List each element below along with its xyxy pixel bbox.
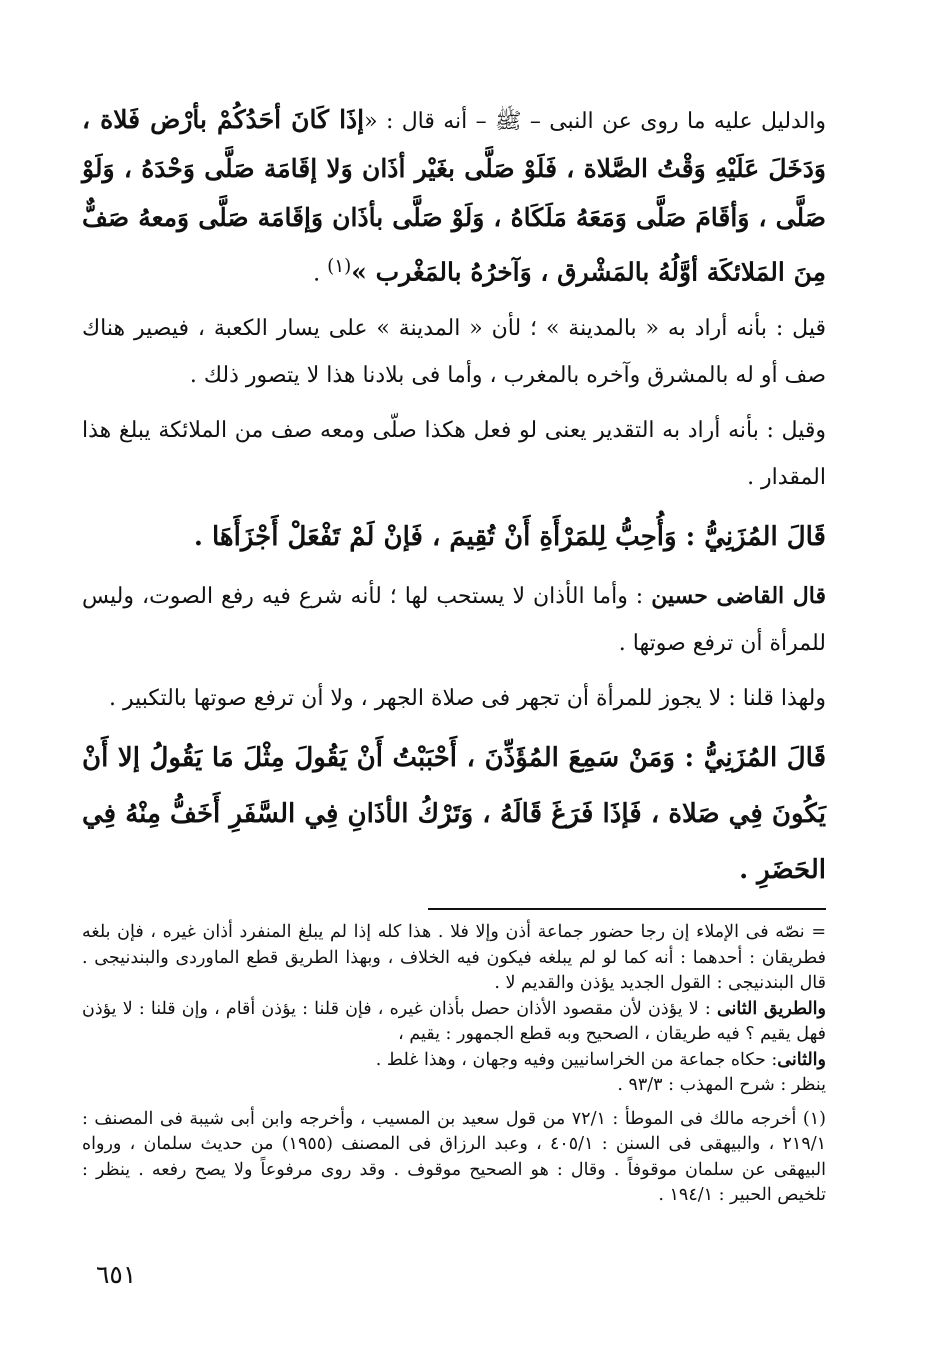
footnote-line: = نصّه فى الإملاء إن رجا حضور جماعة أذن وإلا فلا . هذا كله إذا لم يبلغ المنفرد أذان غيره ، فإن بلغه فطريقان : أحدهما : أنه كما لو لم يبلغه فيكون فيه الخلاف ، وبهذا الطريق قطع الماوردى والبندنيجى . قال البندنيجى : القول الجديد يؤذن والقديم لا .: [82, 922, 826, 994]
footnote-separator: [428, 908, 826, 910]
muzani-quote-2: قَالَ المُزَنِيُّ : وَمَنْ سَمِعَ المُؤَذِّنَ ، أَحْبَبْتُ أَنْ يَقُولَ مِثْلَ مَا يَقُولُ إلا أَنْ يَكُونَ فِي صَلاة ، فَإذَا فَرَغَ قَالَهُ ، وَتَرْكُ الأذَانِ فِي السَّفَرِ أَخَفُّ مِنْهُ فِي الحَضَرِ .: [82, 743, 826, 886]
footnote-text: : لا يؤذن لأن مقصود الأذان حصل بأذان غيره ، فإن قلنا : يؤذن أقام ، وإن قلنا : لا يؤذن فهل يقيم ؟ فيه طريقان ، الصحيح وبه قطع الجمهور : يقيم ،: [82, 998, 826, 1045]
hadith-text: إذَا كَانَ أحَدُكُمْ بأرْض فَلاة ، وَدَخَلَ عَلَيْهِ وَقْتُ الصَّلاة ، فَلَوْ صَلَّى بغَيْر أذَان وَلا إقَامَة صَلَّى وَحْدَهُ ، وَلَوْ صَلَّى ، وَأقَامَ صَلَّى وَمَعَهُ مَلَكَاهُ ، وَلَوْ صَلَّى بأذَان وَإقَامَة صَلَّى وَمعهُ صَفٌّ مِنَ المَلائكَة أوَّلُهُ بالمَشْرق ، وَآخرُهُ بالمَغْرب »: [82, 105, 826, 287]
footnotes: [82, 920, 826, 1209]
main-text: [82, 96, 826, 898]
footnote-1: [82, 1107, 826, 1209]
footnote-text: : حكاه جماعة من الخراسانيين وفيه وجهان ، وهذا غلط .: [375, 1049, 778, 1070]
muzani-quote-1: قَالَ المُزَنِيُّ : وَأُحِبُّ لِلمَرْأَةِ أَنْ تُقِيمَ ، فَإنْ لَمْ تَفْعَلْ أَجْزَأَهَا .: [193, 522, 826, 553]
footnote-lead: والثانى: [777, 1049, 826, 1070]
footnote-ref: (١): [327, 256, 352, 277]
footnote-line: [82, 1048, 826, 1074]
paragraph-qil: قيل : بأنه أراد به « بالمدينة » ؛ لأن « المدينة » على يسار الكعبة ، فيصير هناك صف أو له بالمشرق وآخره بالمغرب ، وأما فى بلادنا هذا لا يتصور ذلك .: [82, 316, 826, 389]
footnote-line: (١) أخرجه مالك فى الموطأ : ٧٢/١ من قول سعيد بن المسيب ، وأخرجه وابن أبى شيبة فى المصنف : ٢١٩/١ ، والبيهقى فى السنن : ٤٠٥/١ ، وعبد الرزاق فى المصنف (١٩٥٥) من حديث سلمان ، ورواه البيهقى عن سلمان موقوفاً . وقال : هو الصحيح موقوف . وقد روى مرفوعاً ولا يصح رفعه . ينظر : تلخيص الحبير : ١٩٤/١ .: [82, 1108, 827, 1206]
footnote-line: ينظر : شرح المهذب : ٩٣/٣ .: [617, 1075, 826, 1096]
qadi-husayn-lead: قال القاضى حسين: [651, 583, 826, 610]
paragraph-qadi-husayn: [82, 573, 826, 667]
hadith-end: .: [313, 261, 328, 287]
page-number: ٦٥١: [96, 1260, 137, 1289]
paragraph-li-hadha: ولهذا قلنا : لا يجوز للمرأة أن تجهر فى صلاة الجهر ، ولا أن ترفع صوتها بالتكبير .: [108, 686, 826, 712]
qadi-husayn-text: : وأما الأذان لا يستحب لها ؛ لأنه شرع فيه رفع الصوت، وليس للمرأة أن ترفع صوتها .: [82, 584, 826, 657]
paragraph-hadith: [82, 96, 826, 297]
hadith-intro: والدليل عليه ما روى عن النبى – ﷺ – أنه قال : «: [364, 109, 827, 134]
footnote-line: [82, 997, 826, 1048]
paragraph-wa-qil: وقيل : بأنه أراد به التقدير يعنى لو فعل هكذا صلّى ومعه صف من الملائكة يبلغ هذا المقدار .: [82, 418, 826, 491]
footnote-lead: والطريق الثانى: [716, 998, 826, 1019]
footnote-continued: [82, 920, 826, 1099]
